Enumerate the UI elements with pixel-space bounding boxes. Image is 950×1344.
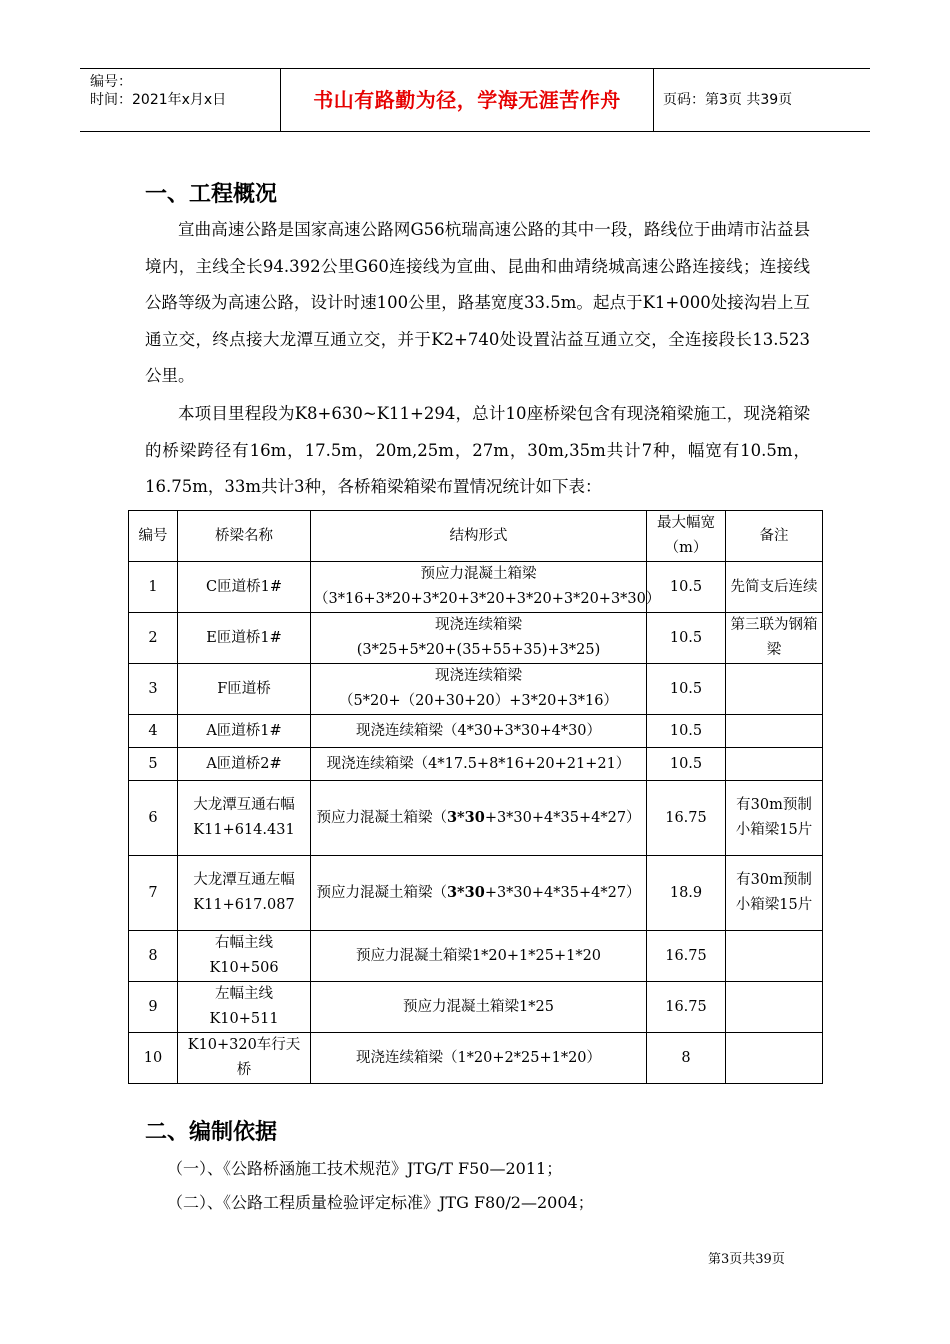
structure-prefix: 预应力混凝土箱梁（ <box>316 810 447 826</box>
cell-bridge-name: 大龙潭互通左幅K11+617.087 <box>178 856 311 931</box>
cell-no: 8 <box>129 931 178 982</box>
table-row <box>129 1033 823 1084</box>
overview-paragraph-1: 宣曲高速公路是国家高速公路网G56杭瑞高速公路的其中一段，路线位于曲靖市沾益县境内，主线全长94.392公里G60连接线为宣曲、昆曲和曲靖绕城高速公路连接线；连接线公路等级为高速公路，设计时速100公里，路基宽度33.5m。起点于K1+000处接沟岩上互通立交，终点接大龙潭互通立交，并于K2+740处设置沾益互通立交，全连接段长13.523公里。 <box>145 220 810 385</box>
table-row <box>129 613 823 664</box>
cell-width: 10.5 <box>647 748 726 781</box>
cell-remark <box>726 664 823 715</box>
cell-structure <box>311 613 647 664</box>
cell-width: 16.75 <box>647 931 726 982</box>
reference-item: （二）、《公路工程质量检验评定标准》JTG F80/2—2004； <box>167 1193 594 1212</box>
document-number-label: 编号： <box>90 74 132 90</box>
cell-bridge-name: 左幅主线K10+511 <box>178 982 311 1033</box>
cell-no: 3 <box>129 664 178 715</box>
cell-remark: 有30m预制小箱梁15片 <box>726 781 823 856</box>
bridge-statistics-table <box>128 510 823 1084</box>
cell-structure <box>311 562 661 613</box>
table-row <box>129 781 823 856</box>
table-header-row <box>129 511 823 562</box>
table-row <box>129 856 823 931</box>
cell-bridge-name: A匝道桥2# <box>178 748 311 781</box>
cell-no: 7 <box>129 856 178 931</box>
structure-line: 预应力混凝土箱梁 <box>420 566 537 582</box>
structure-line: 现浇连续箱梁 <box>435 617 522 633</box>
cell-bridge-name: K10+320车行天桥 <box>178 1033 311 1084</box>
cell-structure: 预应力混凝土箱梁1*25 <box>311 982 647 1033</box>
table-row <box>129 562 823 613</box>
cell-no: 4 <box>129 715 178 748</box>
cell-remark: 有30m预制小箱梁15片 <box>726 856 823 931</box>
cell-structure: 预应力混凝土箱梁1*20+1*25+1*20 <box>311 931 647 982</box>
cell-bridge-name: E匝道桥1# <box>178 613 311 664</box>
structure-suffix: +3*30+4*35+4*27） <box>484 885 641 901</box>
header-info-cell <box>80 69 281 131</box>
cell-bridge-name: C匝道桥1# <box>178 562 311 613</box>
page-header <box>80 68 870 132</box>
cell-remark <box>726 931 823 982</box>
cell-no: 6 <box>129 781 178 856</box>
cell-no: 5 <box>129 748 178 781</box>
cell-remark: 第三联为钢箱梁 <box>726 613 823 664</box>
cell-structure <box>311 781 647 856</box>
cell-structure: 现浇连续箱梁（4*30+3*30+4*30） <box>311 715 647 748</box>
cell-width: 10.5 <box>647 613 726 664</box>
cell-structure <box>311 664 647 715</box>
reference-item: （一）、《公路桥涵施工技术规范》JTG/T F50—2011； <box>167 1159 563 1178</box>
cell-bridge-name: F匝道桥 <box>178 664 311 715</box>
cell-width: 10.5 <box>647 664 726 715</box>
table-row <box>129 931 823 982</box>
header-bridge-name: 桥梁名称 <box>178 511 311 562</box>
section-title-overview: 一、工程概况 <box>145 182 278 207</box>
header-page-label: 页码：第3页 共39页 <box>663 92 793 108</box>
cell-bridge-name: A匝道桥1# <box>178 715 311 748</box>
cell-remark <box>726 748 823 781</box>
header-structure: 结构形式 <box>311 511 647 562</box>
cell-structure: 现浇连续箱梁（4*17.5+8*16+20+21+21） <box>311 748 647 781</box>
cell-structure <box>311 856 647 931</box>
cell-no: 2 <box>129 613 178 664</box>
table-row <box>129 748 823 781</box>
cell-no: 9 <box>129 982 178 1033</box>
cell-width: 10.5 <box>647 715 726 748</box>
structure-line: （5*20+（20+30+20）+3*20+3*16） <box>339 693 618 709</box>
cell-remark <box>726 715 823 748</box>
structure-bold-span: 3*30 <box>446 809 485 826</box>
header-no: 编号 <box>129 511 178 562</box>
cell-structure: 现浇连续箱梁（1*20+2*25+1*20） <box>311 1033 647 1084</box>
header-motto: 书山有路勤为径，学海无涯苦作舟 <box>281 69 654 131</box>
overview-paragraph-2: 本项目里程段为K8+630~K11+294，总计10座桥梁包含有现浇箱梁施工，现浇箱梁的桥梁跨径有16m，17.5m，20m,25m，27m，30m,35m共计7种，幅宽有10.5m，16.75m，33m共计3种，各桥箱梁箱梁布置情况统计如下表： <box>145 404 810 496</box>
cell-remark <box>726 982 823 1033</box>
table-row <box>129 664 823 715</box>
cell-width: 18.9 <box>647 856 726 931</box>
header-remark: 备注 <box>726 511 823 562</box>
cell-width: 16.75 <box>647 982 726 1033</box>
table-row <box>129 982 823 1033</box>
document-time-label: 时间：2021年x月x日 <box>90 92 227 108</box>
section-title-basis: 二、编制依据 <box>145 1120 278 1145</box>
table-row <box>129 715 823 748</box>
structure-bold-span: 3*30 <box>446 884 485 901</box>
cell-width: 16.75 <box>647 781 726 856</box>
cell-no: 1 <box>129 562 178 613</box>
cell-no: 10 <box>129 1033 178 1084</box>
cell-remark <box>726 1033 823 1084</box>
cell-width: 10.5 <box>647 562 726 613</box>
cell-bridge-name: 大龙潭互通右幅K11+614.431 <box>178 781 311 856</box>
cell-bridge-name: 右幅主线K10+506 <box>178 931 311 982</box>
structure-suffix: +3*30+4*35+4*27） <box>484 810 641 826</box>
structure-line: （3*16+3*20+3*20+3*20+3*20+3*20+3*30） <box>314 591 661 607</box>
structure-line: (3*25+5*20+(35+55+35)+3*25) <box>356 642 601 658</box>
page-footer: 第3页共39页 <box>708 1252 785 1267</box>
structure-line: 现浇连续箱梁 <box>435 668 522 684</box>
header-max-width: 最大幅宽（m） <box>647 511 726 562</box>
cell-remark: 先简支后连续 <box>726 562 823 613</box>
cell-width: 8 <box>647 1033 726 1084</box>
structure-prefix: 预应力混凝土箱梁（ <box>316 885 447 901</box>
